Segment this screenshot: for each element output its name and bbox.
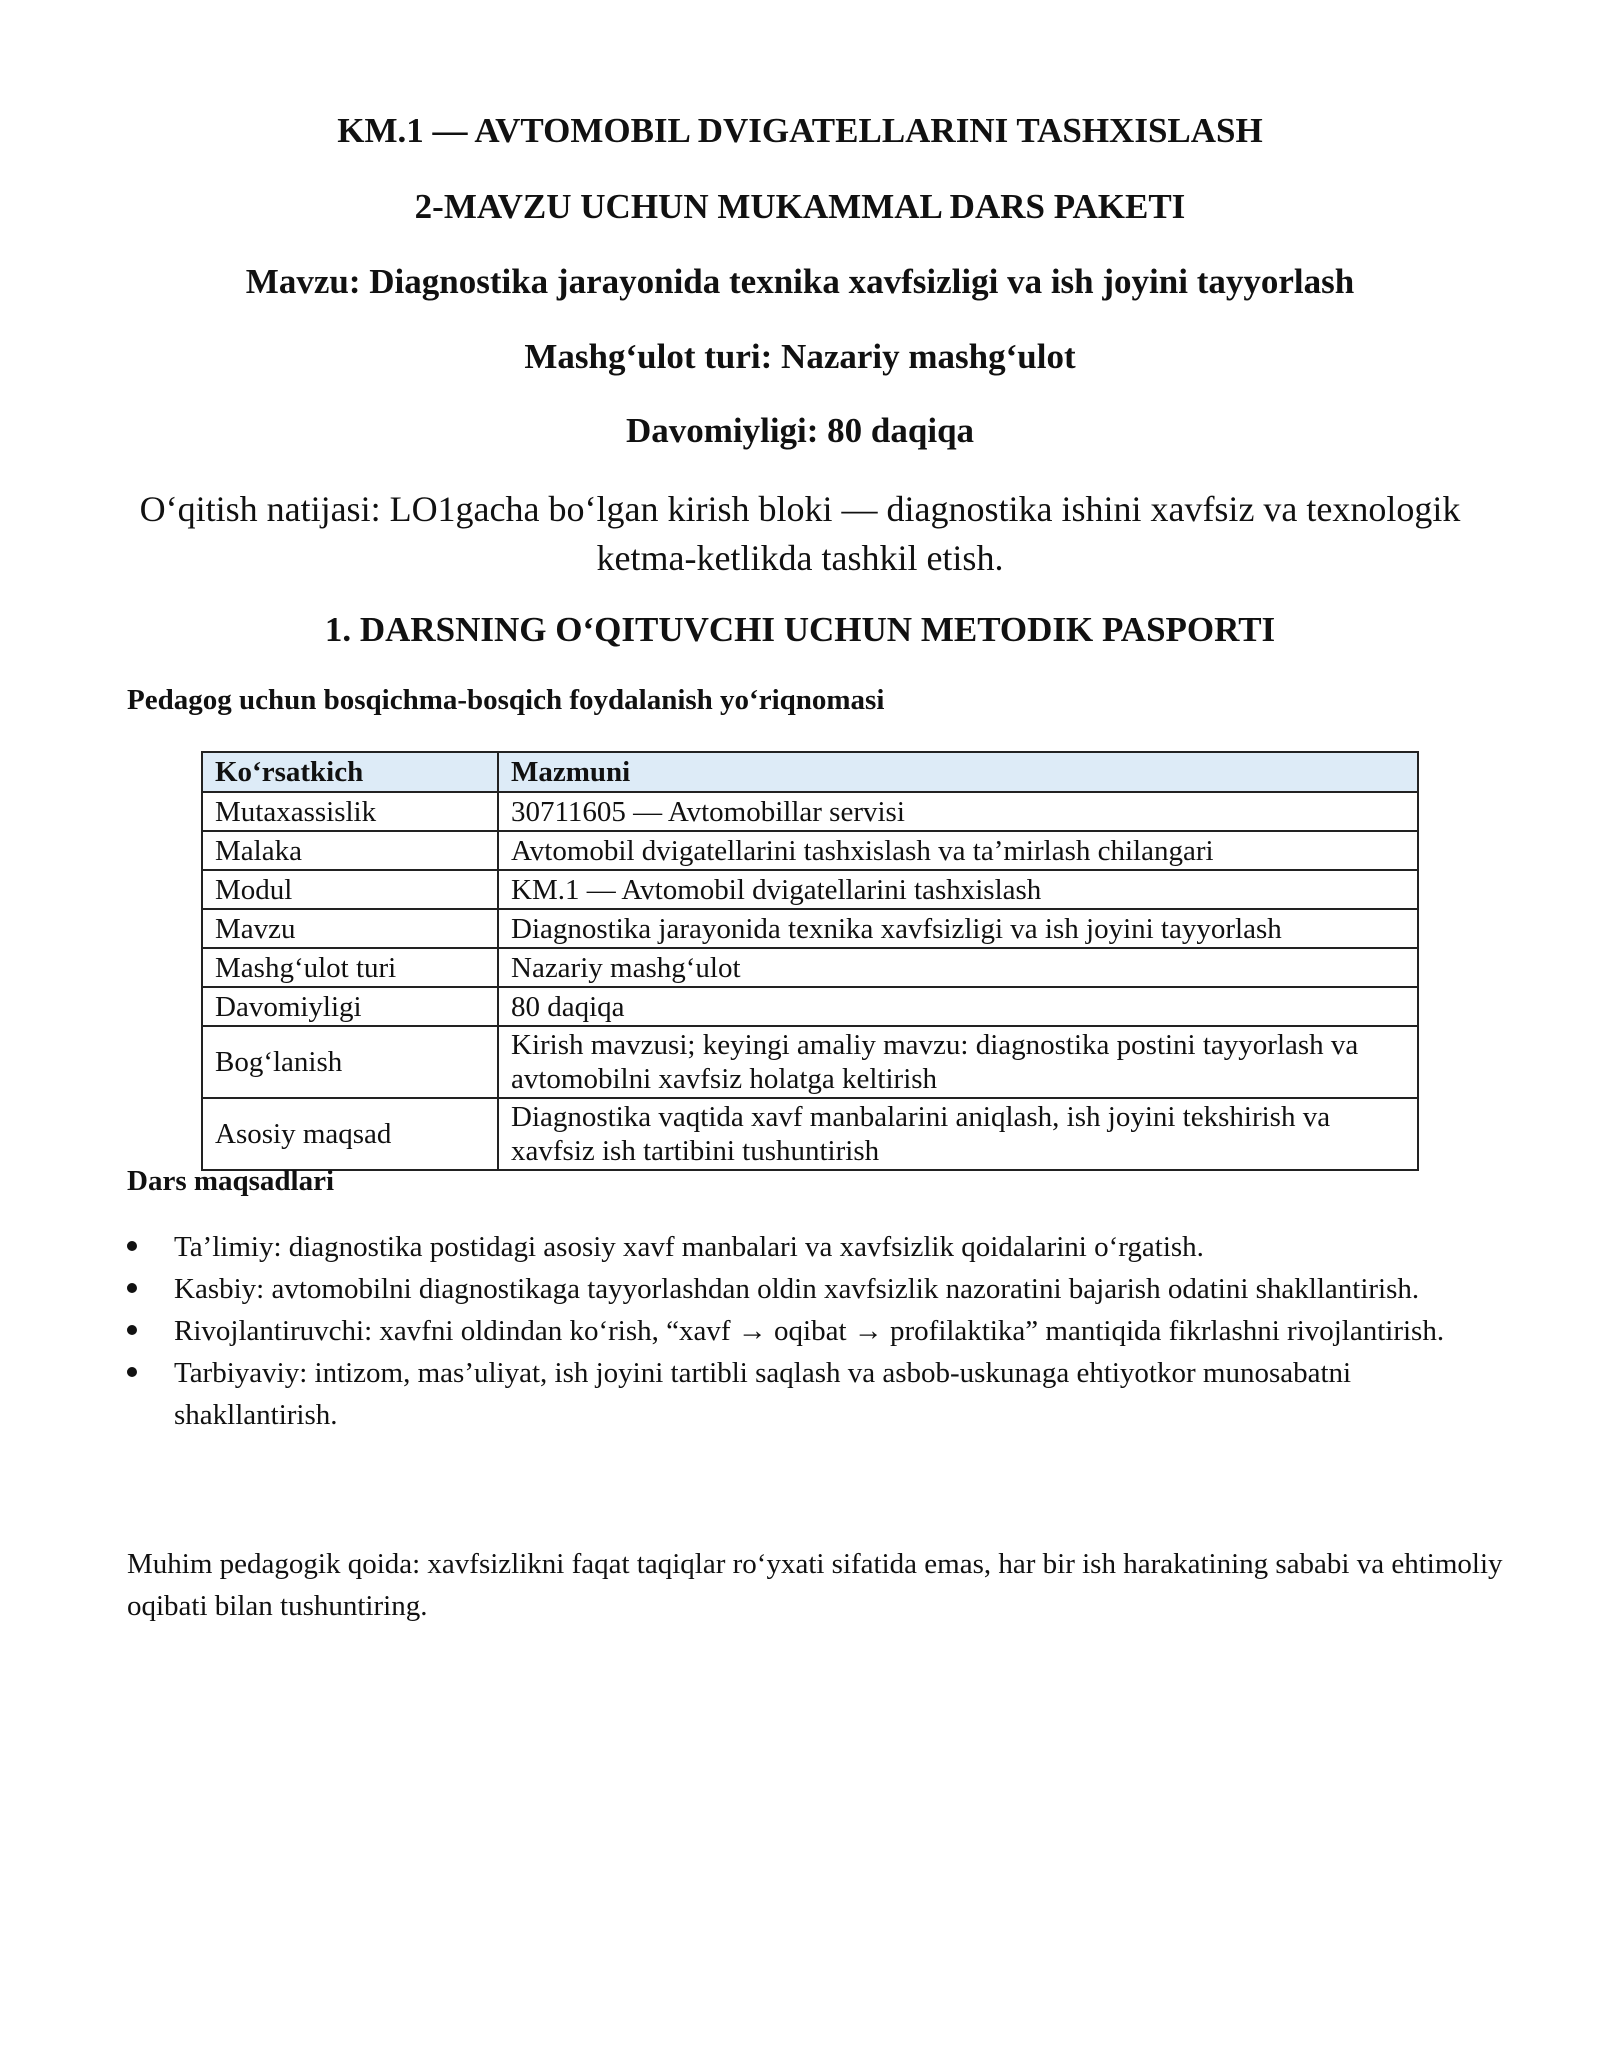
table-row	[202, 792, 1418, 831]
table-cell: Avtomobil dvigatellarini tashxislash va ta’mirlash chilangari	[498, 831, 1418, 870]
table-cell: Malaka	[202, 831, 498, 870]
table-cell: 80 daqiqa	[498, 987, 1418, 1026]
table-cell: Kirish mavzusi; keyingi amaliy mavzu: diagnostika postini tayyorlash va avtomobilni xavfsiz holatga keltirish	[498, 1026, 1418, 1098]
list-item	[127, 1352, 1497, 1436]
guide-subheading: Pedagog uchun bosqichma-bosqich foydalanish yo‘riqnomasi	[127, 684, 885, 716]
bullet-icon	[127, 1367, 137, 1377]
bullet-icon	[127, 1241, 137, 1251]
list-item-text: Tarbiyaviy: intizom, mas’uliyat, ish joyini tartibli saqlash va asbob-uskunaga ehtiyotkor munosabatni shakllantirish.	[174, 1357, 1352, 1431]
duration-line: Davomiyligi: 80 daqiqa	[625, 411, 975, 450]
table-header-cell: Mazmuni	[498, 752, 1418, 792]
table-header-row	[202, 752, 1418, 792]
table-row	[202, 870, 1418, 909]
table-cell: Mashg‘ulot turi	[202, 948, 498, 987]
document-subtitle: 2-MAVZU UCHUN MUKAMMAL DARS PAKETI	[414, 187, 1186, 226]
table-row	[202, 1026, 1418, 1098]
table-cell: Asosiy maqsad	[202, 1098, 498, 1170]
document-title: KM.1 — AVTOMOBIL DVIGATELLARINI TASHXISLASH	[337, 111, 1263, 150]
table-cell: Diagnostika vaqtida xavf manbalarini aniqlash, ish joyini tekshirish va xavfsiz ish tartibini tushuntirish	[498, 1098, 1418, 1170]
list-item	[127, 1268, 1497, 1310]
bullet-icon	[127, 1283, 137, 1293]
table-cell: Bog‘lanish	[202, 1026, 498, 1098]
table-cell: KM.1 — Avtomobil dvigatellarini tashxislash	[498, 870, 1418, 909]
list-item	[127, 1310, 1497, 1352]
table-row	[202, 909, 1418, 948]
list-item-text: Ta’limiy: diagnostika postidagi asosiy xavf manbalari va xavfsizlik qoidalarini o‘rgatish.	[174, 1231, 1204, 1263]
table-cell: Diagnostika jarayonida texnika xavfsizligi va ish joyini tayyorlash	[498, 909, 1418, 948]
table-cell: Mavzu	[202, 909, 498, 948]
table-header-cell: Ko‘rsatkich	[202, 752, 498, 792]
learning-outcome: O‘qitish natijasi: LO1gacha bo‘lgan kirish bloki — diagnostika ishini xavfsiz va texnologik ketma-ketlikda tashkil etish.	[139, 489, 1461, 578]
table-cell: Davomiyligi	[202, 987, 498, 1026]
table-row	[202, 831, 1418, 870]
table-row	[202, 1098, 1418, 1170]
table-row	[202, 987, 1418, 1026]
goals-list	[127, 1226, 1497, 1436]
lesson-type-line: Mashg‘ulot turi: Nazariy mashg‘ulot	[524, 337, 1076, 376]
list-item-text: Kasbiy: avtomobilni diagnostikaga tayyorlashdan oldin xavfsizlik nazoratini bajarish odatini shakllantirish.	[174, 1273, 1420, 1305]
table-cell: Mutaxassislik	[202, 792, 498, 831]
section-heading: 1. DARSNING O‘QITUVCHI UCHUN METODIK PASPORTI	[324, 610, 1276, 649]
table-cell: 30711605 — Avtomobillar servisi	[498, 792, 1418, 831]
bullet-icon	[127, 1325, 137, 1335]
table-cell: Modul	[202, 870, 498, 909]
table-row	[202, 948, 1418, 987]
passport-table	[201, 751, 1419, 1171]
goals-heading: Dars maqsadlari	[127, 1165, 335, 1197]
list-item	[127, 1226, 1497, 1268]
pedagogical-note: Muhim pedagogik qoida: xavfsizlikni faqat taqiqlar ro‘yxati sifatida emas, har bir ish harakatining sababi va ehtimoliy oqibati bilan tushuntiring.	[127, 1548, 1503, 1622]
topic-line: Mavzu: Diagnostika jarayonida texnika xavfsizligi va ish joyini tayyorlash	[245, 262, 1355, 301]
table-cell: Nazariy mashg‘ulot	[498, 948, 1418, 987]
list-item-text: Rivojlantiruvchi: xavfni oldindan ko‘rish, “xavf → oqibat → profilaktika” mantiqida fikrlashni rivojlantirish.	[174, 1315, 1445, 1347]
